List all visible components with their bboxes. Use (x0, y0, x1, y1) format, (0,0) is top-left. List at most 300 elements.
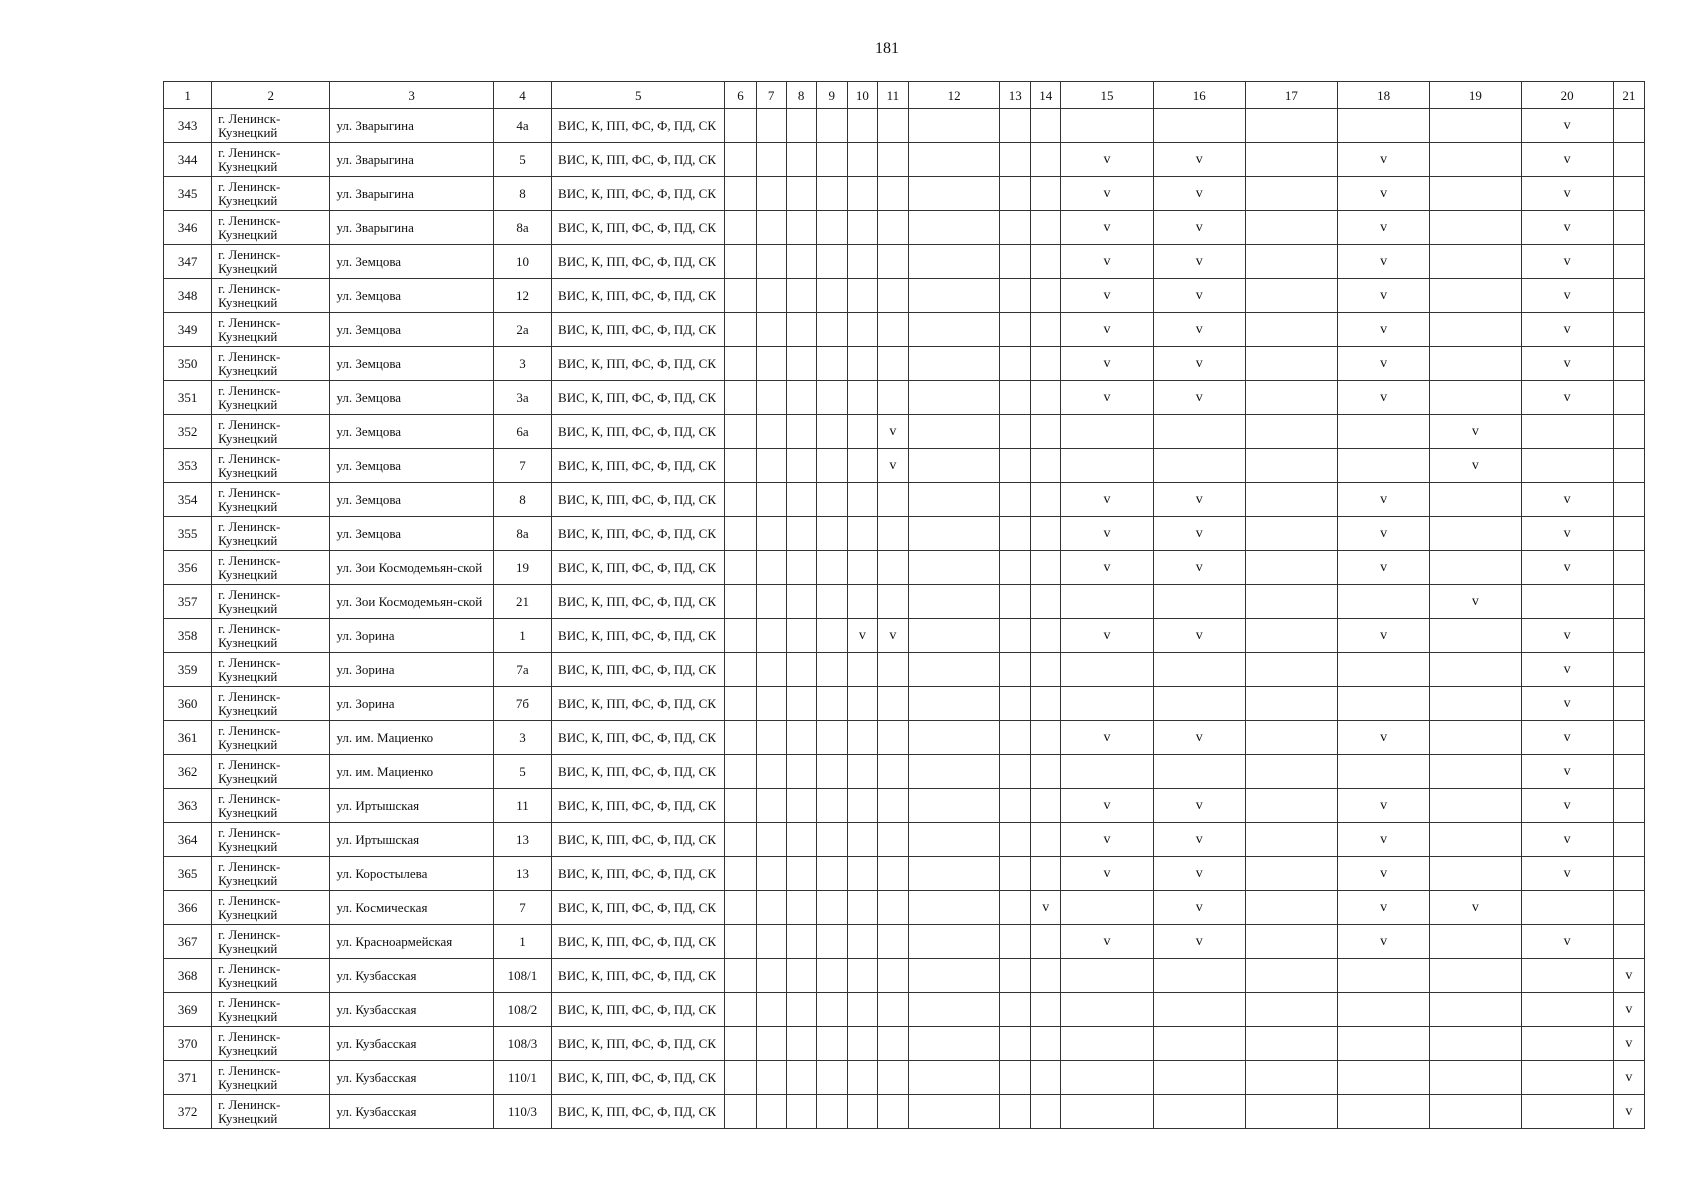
mark-cell-col-12 (908, 687, 999, 721)
mark-cell-col-11 (877, 313, 908, 347)
mark-cell-col-8 (786, 211, 816, 245)
mark-cell-col-17 (1245, 313, 1337, 347)
mark-cell-col-19: v (1430, 449, 1521, 483)
mark-cell-col-9 (816, 517, 847, 551)
column-header-13: 13 (1000, 82, 1031, 109)
mark-cell-col-8 (786, 585, 816, 619)
mark-cell-col-15 (1061, 755, 1153, 789)
mark-cell-col-19 (1430, 517, 1521, 551)
mark-cell-col-8 (786, 449, 816, 483)
mark-cell-col-13 (1000, 109, 1031, 143)
mark-cell-col-14 (1031, 415, 1061, 449)
mark-cell-col-18: v (1338, 619, 1430, 653)
mark-cell-col-13 (1000, 517, 1031, 551)
table-row (164, 551, 1645, 585)
mark-cell-col-9 (816, 483, 847, 517)
mark-cell-col-17 (1245, 687, 1337, 721)
mark-cell-col-19 (1430, 789, 1521, 823)
mark-cell-col-18 (1338, 687, 1430, 721)
column-header-10: 10 (847, 82, 877, 109)
mark-cell-col-18: v (1338, 381, 1430, 415)
work-codes-cell: ВИС, К, ПП, ФС, Ф, ПД, СК (552, 925, 725, 959)
mark-cell-col-17 (1245, 891, 1337, 925)
table-row (164, 1027, 1645, 1061)
mark-cell-col-13 (1000, 823, 1031, 857)
work-codes-cell: ВИС, К, ПП, ФС, Ф, ПД, СК (552, 721, 725, 755)
work-codes-cell: ВИС, К, ПП, ФС, Ф, ПД, СК (552, 959, 725, 993)
mark-cell-col-8 (786, 891, 816, 925)
mark-cell-col-21 (1613, 891, 1644, 925)
city-cell: г. Ленинск-Кузнецкий (212, 755, 330, 789)
work-codes-cell: ВИС, К, ПП, ФС, Ф, ПД, СК (552, 993, 725, 1027)
table-row (164, 653, 1645, 687)
mark-cell-col-19 (1430, 109, 1521, 143)
mark-cell-col-19 (1430, 993, 1521, 1027)
mark-cell-col-15: v (1061, 551, 1153, 585)
mark-cell-col-16: v (1153, 789, 1245, 823)
mark-cell-col-15 (1061, 687, 1153, 721)
mark-cell-col-9 (816, 551, 847, 585)
house-number-cell: 3 (493, 721, 551, 755)
mark-cell-col-21: v (1613, 1095, 1644, 1129)
mark-cell-col-10 (847, 755, 877, 789)
mark-cell-col-13 (1000, 755, 1031, 789)
city-cell: г. Ленинск-Кузнецкий (212, 789, 330, 823)
mark-cell-col-6 (725, 1095, 756, 1129)
mark-cell-col-15: v (1061, 211, 1153, 245)
mark-cell-col-20 (1521, 1061, 1613, 1095)
mark-cell-col-15: v (1061, 619, 1153, 653)
mark-cell-col-21 (1613, 857, 1644, 891)
mark-cell-col-21 (1613, 177, 1644, 211)
mark-cell-col-13 (1000, 211, 1031, 245)
city-cell: г. Ленинск-Кузнецкий (212, 109, 330, 143)
mark-cell-col-21: v (1613, 993, 1644, 1027)
table-row (164, 211, 1645, 245)
mark-cell-col-19 (1430, 1027, 1521, 1061)
mark-cell-col-21 (1613, 721, 1644, 755)
mark-cell-col-17 (1245, 449, 1337, 483)
mark-cell-col-7 (756, 347, 786, 381)
mark-cell-col-7 (756, 789, 786, 823)
mark-cell-col-14 (1031, 993, 1061, 1027)
mark-cell-col-21 (1613, 483, 1644, 517)
mark-cell-col-6 (725, 993, 756, 1027)
table-row (164, 313, 1645, 347)
table-row (164, 517, 1645, 551)
mark-cell-col-9 (816, 245, 847, 279)
work-codes-cell: ВИС, К, ПП, ФС, Ф, ПД, СК (552, 1027, 725, 1061)
table-row (164, 687, 1645, 721)
mark-cell-col-6 (725, 653, 756, 687)
street-cell: ул. Зварыгина (330, 177, 493, 211)
mark-cell-col-13 (1000, 143, 1031, 177)
mark-cell-col-17 (1245, 823, 1337, 857)
column-header-4: 4 (493, 82, 551, 109)
mark-cell-col-6 (725, 891, 756, 925)
mark-cell-col-14 (1031, 313, 1061, 347)
mark-cell-col-21 (1613, 517, 1644, 551)
mark-cell-col-11 (877, 109, 908, 143)
mark-cell-col-15: v (1061, 857, 1153, 891)
city-cell: г. Ленинск-Кузнецкий (212, 483, 330, 517)
street-cell: ул. Иртышская (330, 823, 493, 857)
house-number-cell: 3а (493, 381, 551, 415)
data-table-container (163, 81, 1645, 1129)
street-cell: ул. Земцова (330, 415, 493, 449)
mark-cell-col-12 (908, 347, 999, 381)
mark-cell-col-20: v (1521, 551, 1613, 585)
mark-cell-col-21 (1613, 619, 1644, 653)
mark-cell-col-18: v (1338, 721, 1430, 755)
house-number-cell: 6а (493, 415, 551, 449)
mark-cell-col-7 (756, 891, 786, 925)
city-cell: г. Ленинск-Кузнецкий (212, 143, 330, 177)
mark-cell-col-20: v (1521, 109, 1613, 143)
column-header-18: 18 (1338, 82, 1430, 109)
mark-cell-col-9 (816, 313, 847, 347)
mark-cell-col-8 (786, 653, 816, 687)
mark-cell-col-10 (847, 857, 877, 891)
mark-cell-col-16 (1153, 415, 1245, 449)
table-row (164, 585, 1645, 619)
street-cell: ул. им. Мациенко (330, 721, 493, 755)
mark-cell-col-13 (1000, 551, 1031, 585)
mark-cell-col-20 (1521, 585, 1613, 619)
mark-cell-col-21: v (1613, 1027, 1644, 1061)
mark-cell-col-14 (1031, 381, 1061, 415)
mark-cell-col-8 (786, 857, 816, 891)
mark-cell-col-7 (756, 279, 786, 313)
mark-cell-col-15: v (1061, 789, 1153, 823)
mark-cell-col-21 (1613, 313, 1644, 347)
row-number-cell: 366 (164, 891, 212, 925)
mark-cell-col-13 (1000, 449, 1031, 483)
mark-cell-col-21: v (1613, 1061, 1644, 1095)
mark-cell-col-18: v (1338, 551, 1430, 585)
mark-cell-col-19 (1430, 1095, 1521, 1129)
mark-cell-col-12 (908, 313, 999, 347)
mark-cell-col-13 (1000, 483, 1031, 517)
mark-cell-col-13 (1000, 857, 1031, 891)
mark-cell-col-15 (1061, 959, 1153, 993)
street-cell: ул. Кузбасская (330, 1061, 493, 1095)
city-cell: г. Ленинск-Кузнецкий (212, 177, 330, 211)
row-number-cell: 358 (164, 619, 212, 653)
work-codes-cell: ВИС, К, ПП, ФС, Ф, ПД, СК (552, 415, 725, 449)
mark-cell-col-7 (756, 517, 786, 551)
mark-cell-col-16 (1153, 653, 1245, 687)
mark-cell-col-14 (1031, 789, 1061, 823)
mark-cell-col-18 (1338, 109, 1430, 143)
mark-cell-col-16 (1153, 959, 1245, 993)
row-number-cell: 369 (164, 993, 212, 1027)
mark-cell-col-12 (908, 585, 999, 619)
table-row (164, 279, 1645, 313)
city-cell: г. Ленинск-Кузнецкий (212, 891, 330, 925)
mark-cell-col-21 (1613, 925, 1644, 959)
table-row (164, 449, 1645, 483)
mark-cell-col-20 (1521, 1027, 1613, 1061)
mark-cell-col-15: v (1061, 313, 1153, 347)
mark-cell-col-12 (908, 993, 999, 1027)
mark-cell-col-19 (1430, 721, 1521, 755)
mark-cell-col-12 (908, 551, 999, 585)
house-number-cell: 4а (493, 109, 551, 143)
street-cell: ул. Зварыгина (330, 109, 493, 143)
mark-cell-col-19 (1430, 211, 1521, 245)
mark-cell-col-17 (1245, 415, 1337, 449)
mark-cell-col-12 (908, 143, 999, 177)
mark-cell-col-12 (908, 959, 999, 993)
house-number-cell: 8 (493, 177, 551, 211)
mark-cell-col-10 (847, 585, 877, 619)
row-number-cell: 344 (164, 143, 212, 177)
row-number-cell: 343 (164, 109, 212, 143)
mark-cell-col-9 (816, 1061, 847, 1095)
mark-cell-col-9 (816, 721, 847, 755)
mark-cell-col-18: v (1338, 177, 1430, 211)
mark-cell-col-15 (1061, 449, 1153, 483)
house-number-cell: 19 (493, 551, 551, 585)
house-number-cell: 13 (493, 823, 551, 857)
mark-cell-col-10 (847, 211, 877, 245)
mark-cell-col-11 (877, 211, 908, 245)
street-cell: ул. Земцова (330, 279, 493, 313)
mark-cell-col-12 (908, 483, 999, 517)
mark-cell-col-21 (1613, 143, 1644, 177)
mark-cell-col-14 (1031, 279, 1061, 313)
mark-cell-col-15 (1061, 109, 1153, 143)
mark-cell-col-11: v (877, 619, 908, 653)
mark-cell-col-9 (816, 143, 847, 177)
mark-cell-col-11 (877, 279, 908, 313)
mark-cell-col-12 (908, 279, 999, 313)
mark-cell-col-21 (1613, 551, 1644, 585)
house-number-cell: 2а (493, 313, 551, 347)
city-cell: г. Ленинск-Кузнецкий (212, 925, 330, 959)
mark-cell-col-13 (1000, 347, 1031, 381)
row-number-cell: 356 (164, 551, 212, 585)
mark-cell-col-15: v (1061, 245, 1153, 279)
mark-cell-col-19 (1430, 1061, 1521, 1095)
mark-cell-col-16 (1153, 1095, 1245, 1129)
mark-cell-col-21 (1613, 347, 1644, 381)
city-cell: г. Ленинск-Кузнецкий (212, 211, 330, 245)
row-number-cell: 363 (164, 789, 212, 823)
city-cell: г. Ленинск-Кузнецкий (212, 1061, 330, 1095)
mark-cell-col-17 (1245, 619, 1337, 653)
mark-cell-col-11 (877, 483, 908, 517)
mark-cell-col-21 (1613, 653, 1644, 687)
mark-cell-col-9 (816, 925, 847, 959)
mark-cell-col-13 (1000, 1027, 1031, 1061)
mark-cell-col-8 (786, 381, 816, 415)
mark-cell-col-13 (1000, 585, 1031, 619)
mark-cell-col-14 (1031, 1027, 1061, 1061)
mark-cell-col-14 (1031, 177, 1061, 211)
mark-cell-col-11 (877, 721, 908, 755)
mark-cell-col-18 (1338, 585, 1430, 619)
column-header-14: 14 (1031, 82, 1061, 109)
mark-cell-col-16: v (1153, 551, 1245, 585)
mark-cell-col-21 (1613, 449, 1644, 483)
mark-cell-col-19 (1430, 143, 1521, 177)
table-row (164, 177, 1645, 211)
mark-cell-col-8 (786, 789, 816, 823)
mark-cell-col-20: v (1521, 279, 1613, 313)
street-cell: ул. Земцова (330, 483, 493, 517)
row-number-cell: 367 (164, 925, 212, 959)
mark-cell-col-6 (725, 381, 756, 415)
mark-cell-col-16: v (1153, 721, 1245, 755)
mark-cell-col-10 (847, 109, 877, 143)
street-cell: ул. Зварыгина (330, 143, 493, 177)
mark-cell-col-9 (816, 1095, 847, 1129)
work-codes-cell: ВИС, К, ПП, ФС, Ф, ПД, СК (552, 381, 725, 415)
mark-cell-col-15: v (1061, 177, 1153, 211)
mark-cell-col-18 (1338, 993, 1430, 1027)
row-number-cell: 347 (164, 245, 212, 279)
mark-cell-col-6 (725, 925, 756, 959)
mark-cell-col-10 (847, 653, 877, 687)
city-cell: г. Ленинск-Кузнецкий (212, 993, 330, 1027)
mark-cell-col-9 (816, 415, 847, 449)
mark-cell-col-13 (1000, 789, 1031, 823)
mark-cell-col-12 (908, 755, 999, 789)
mark-cell-col-14: v (1031, 891, 1061, 925)
mark-cell-col-16: v (1153, 619, 1245, 653)
house-number-cell: 13 (493, 857, 551, 891)
city-cell: г. Ленинск-Кузнецкий (212, 449, 330, 483)
mark-cell-col-11 (877, 891, 908, 925)
mark-cell-col-14 (1031, 245, 1061, 279)
mark-cell-col-13 (1000, 381, 1031, 415)
mark-cell-col-11 (877, 653, 908, 687)
mark-cell-col-19: v (1430, 891, 1521, 925)
mark-cell-col-15: v (1061, 483, 1153, 517)
mark-cell-col-11 (877, 381, 908, 415)
mark-cell-col-9 (816, 959, 847, 993)
mark-cell-col-6 (725, 211, 756, 245)
mark-cell-col-10 (847, 925, 877, 959)
street-cell: ул. Земцова (330, 381, 493, 415)
mark-cell-col-8 (786, 1095, 816, 1129)
mark-cell-col-17 (1245, 347, 1337, 381)
mark-cell-col-18: v (1338, 245, 1430, 279)
mark-cell-col-17 (1245, 551, 1337, 585)
mark-cell-col-12 (908, 449, 999, 483)
mark-cell-col-20: v (1521, 143, 1613, 177)
mark-cell-col-17 (1245, 721, 1337, 755)
mark-cell-col-7 (756, 449, 786, 483)
mark-cell-col-11: v (877, 449, 908, 483)
mark-cell-col-6 (725, 449, 756, 483)
mark-cell-col-6 (725, 177, 756, 211)
mark-cell-col-21 (1613, 687, 1644, 721)
mark-cell-col-6 (725, 857, 756, 891)
mark-cell-col-8 (786, 415, 816, 449)
mark-cell-col-14 (1031, 449, 1061, 483)
mark-cell-col-20: v (1521, 245, 1613, 279)
mark-cell-col-10 (847, 245, 877, 279)
mark-cell-col-10 (847, 449, 877, 483)
house-number-cell: 7б (493, 687, 551, 721)
mark-cell-col-8 (786, 959, 816, 993)
work-codes-cell: ВИС, К, ПП, ФС, Ф, ПД, СК (552, 551, 725, 585)
mark-cell-col-7 (756, 925, 786, 959)
mark-cell-col-19 (1430, 823, 1521, 857)
mark-cell-col-6 (725, 347, 756, 381)
mark-cell-col-15 (1061, 415, 1153, 449)
mark-cell-col-16 (1153, 993, 1245, 1027)
column-header-12: 12 (908, 82, 999, 109)
mark-cell-col-16: v (1153, 823, 1245, 857)
house-number-cell: 8 (493, 483, 551, 517)
mark-cell-col-12 (908, 415, 999, 449)
mark-cell-col-20: v (1521, 483, 1613, 517)
house-number-cell: 10 (493, 245, 551, 279)
city-cell: г. Ленинск-Кузнецкий (212, 1027, 330, 1061)
mark-cell-col-13 (1000, 245, 1031, 279)
mark-cell-col-7 (756, 245, 786, 279)
mark-cell-col-15 (1061, 891, 1153, 925)
mark-cell-col-21 (1613, 381, 1644, 415)
mark-cell-col-21 (1613, 415, 1644, 449)
row-number-cell: 345 (164, 177, 212, 211)
mark-cell-col-17 (1245, 279, 1337, 313)
mark-cell-col-11 (877, 993, 908, 1027)
mark-cell-col-8 (786, 619, 816, 653)
column-header-8: 8 (786, 82, 816, 109)
work-codes-cell: ВИС, К, ПП, ФС, Ф, ПД, СК (552, 143, 725, 177)
work-codes-cell: ВИС, К, ПП, ФС, Ф, ПД, СК (552, 1061, 725, 1095)
mark-cell-col-20: v (1521, 619, 1613, 653)
mark-cell-col-11 (877, 857, 908, 891)
mark-cell-col-10 (847, 279, 877, 313)
table-row (164, 891, 1645, 925)
house-number-cell: 5 (493, 143, 551, 177)
mark-cell-col-15: v (1061, 721, 1153, 755)
mark-cell-col-15: v (1061, 925, 1153, 959)
mark-cell-col-18: v (1338, 925, 1430, 959)
work-codes-cell: ВИС, К, ПП, ФС, Ф, ПД, СК (552, 449, 725, 483)
mark-cell-col-19 (1430, 313, 1521, 347)
mark-cell-col-21 (1613, 823, 1644, 857)
mark-cell-col-17 (1245, 211, 1337, 245)
street-cell: ул. Кузбасская (330, 1095, 493, 1129)
mark-cell-col-11 (877, 755, 908, 789)
mark-cell-col-20 (1521, 449, 1613, 483)
city-cell: г. Ленинск-Кузнецкий (212, 653, 330, 687)
work-codes-cell: ВИС, К, ПП, ФС, Ф, ПД, СК (552, 1095, 725, 1129)
work-codes-cell: ВИС, К, ПП, ФС, Ф, ПД, СК (552, 653, 725, 687)
house-number-cell: 3 (493, 347, 551, 381)
mark-cell-col-18 (1338, 449, 1430, 483)
mark-cell-col-19 (1430, 177, 1521, 211)
mark-cell-col-10 (847, 415, 877, 449)
mark-cell-col-21 (1613, 245, 1644, 279)
mark-cell-col-16 (1153, 755, 1245, 789)
mark-cell-col-14 (1031, 551, 1061, 585)
mark-cell-col-19: v (1430, 415, 1521, 449)
mark-cell-col-19 (1430, 347, 1521, 381)
work-codes-cell: ВИС, К, ПП, ФС, Ф, ПД, СК (552, 585, 725, 619)
mark-cell-col-19 (1430, 959, 1521, 993)
house-number-cell: 7а (493, 653, 551, 687)
table-row (164, 755, 1645, 789)
mark-cell-col-13 (1000, 177, 1031, 211)
